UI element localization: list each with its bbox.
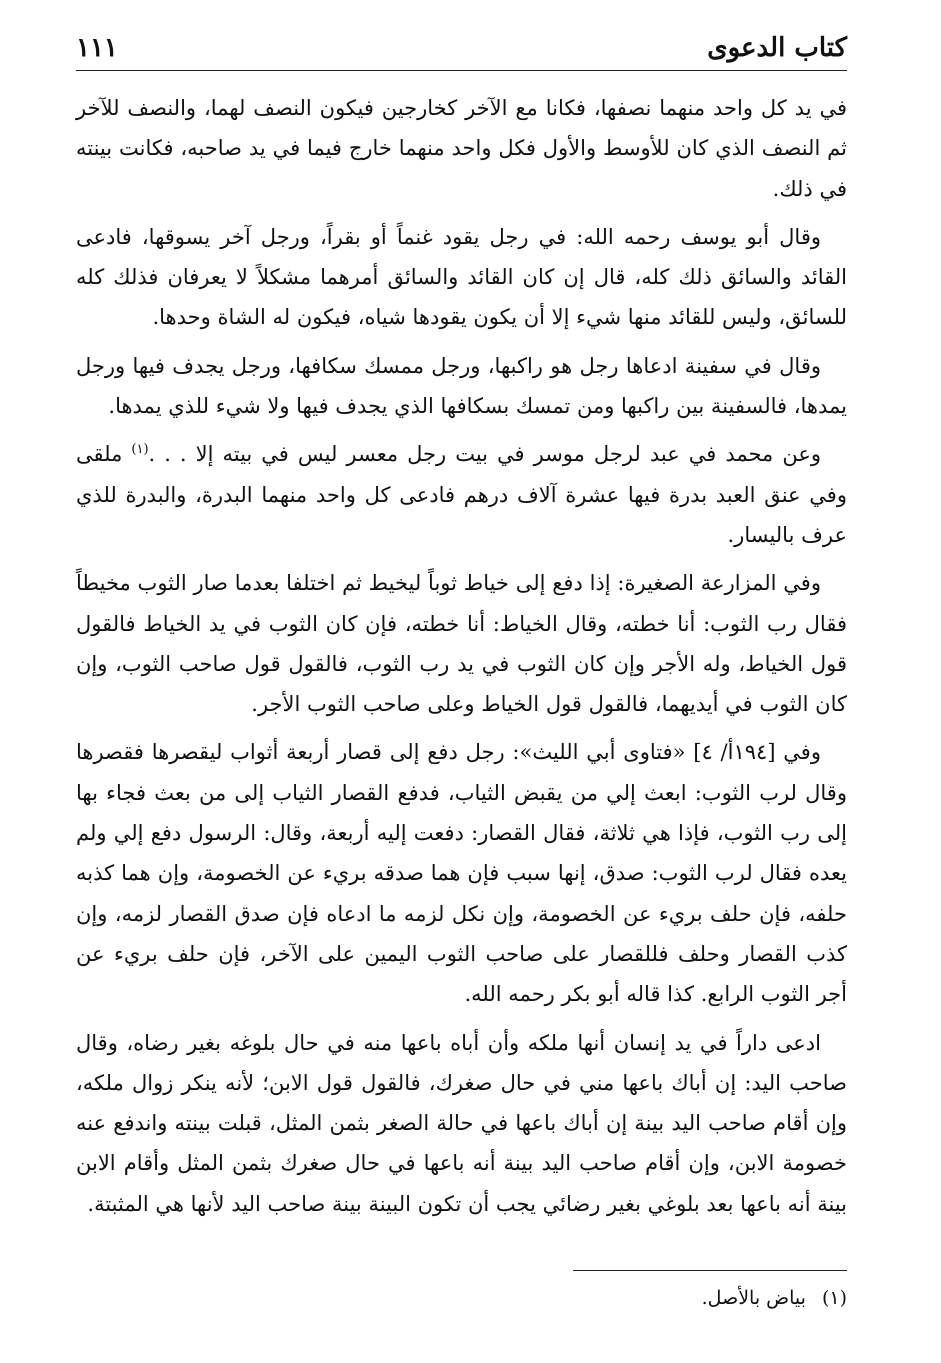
footnote-number: (١) (821, 1287, 847, 1309)
footnote-text: بياض بالأصل. (701, 1287, 806, 1309)
paragraph: وقال في سفينة ادعاها رجل هو راكبها، ورجل ممسك سكافها، ورجل يجدف فيها ورجل يمدها، فالسفينة بين راكبها ومن تمسك بسكافها الذي يجدف فيها ولا شيء للذي يمدها. (76, 353, 847, 419)
book-page (76, 30, 847, 1330)
running-title: كتاب الدعوى (707, 33, 847, 63)
paragraph-text: ملقى وفي عنق العبد بدرة فيها عشرة آلاف درهم فادعى كل واحد منهما البدرة، والبدرة للذي عرف باليسار. (76, 442, 847, 547)
footnote-rule (573, 1270, 847, 1271)
body-text (76, 88, 847, 1232)
page-header (76, 30, 847, 70)
paragraph: وفي المزارعة الصغيرة: إذا دفع إلى خياط ثوباً ليخيط ثم اختلفا بعدما صار الثوب مخيطاً فقال رب الثوب: أنا خطته، وقال الخياط: أنا خطته، فإن كان الثوب في يد الخياط فالقول قول الخياط، وله الأجر وإن كان الثوب في يد رب الثوب، فالقول قول صاحب الثوب، وإن كان الثوب في أيديهما، فالقول قول الخياط وعلى صاحب الثوب الأجر. (76, 571, 847, 717)
page-number: ١١١ (76, 33, 118, 63)
paragraph-text: وعن محمد في عبد لرجل موسر في بيت رجل معسر ليس في بيته إلا . . . (148, 442, 821, 467)
paragraph: وقال أبو يوسف رحمه الله: في رجل يقود غنماً أو بقراً، ورجل آخر يسوقها، فادعى القائد والسائق ذلك كله، قال إن كان القائد والسائق أمرهما مشكلاً لا يعرفان فذلك كله للسائق، وليس للقائد منها شيء إلا أن يكون يقودها شياه، فيكون له الشاة وحدها. (76, 224, 847, 330)
header-rule (76, 70, 847, 71)
paragraph (76, 434, 847, 555)
footnote-reference[interactable]: (١) (131, 442, 149, 458)
paragraph: في يد كل واحد منهما نصفها، فكانا مع الآخر كخارجين فيكون النصف لهما، والنصف للآخر ثم النصف الذي كان للأوسط والأول فكل واحد منهما خارج فيما في يد صاحبه، فكانت بينته في ذلك. (76, 96, 847, 201)
footnote (702, 1282, 847, 1314)
paragraph: وفي [١٩٤أ/ ٤] «فتاوى أبي الليث»: رجل دفع إلى قصار أربعة أثواب ليقصرها فقصرها وقال لرب الثوب: ابعث إلي من يقبض الثياب، فدفع القصار الثياب إلى من بعث فجاء بها إلى رب الثوب، فإذا هي ثلاثة، فقال القصار: دفعت إليه أربعة، وقال: الرسول دفع إلي ولم يعده فقال لرب الثوب: صدق، إنها سبب فإن هما صدقه بريء عن الخصومة، وإن هما كذبه حلفه، فإن حلف بريء عن الخصومة، وإن نكل لزمه ما ادعاه فإن صدق القصار لزمه، وإن كذب القصار وحلف فللقصار على صاحب الثوب اليمين على الآخر، فإن حلف بريء عن أجر الثوب الرابع. كذا قاله أبو بكر رحمه الله. (76, 740, 847, 1007)
paragraph: ادعى داراً في يد إنسان أنها ملكه وأن أباه باعها منه في حال بلوغه بغير رضاه، وقال صاحب اليد: إن أباك باعها مني في حال صغرك، فالقول قول الابن؛ لأنه ينكر زوال ملكه، وإن أقام صاحب اليد بينة إن أباك باعها في حالة الصغر بثمن المثل، قبلت بينته واندفع عنه خصومة الابن، وإن أقام صاحب اليد بينة أنه باعها في حال صغرك بثمن المثل وأقام الابن بينة أنه باعها بعد بلوغي بغير رضائي يجب أن تكون البينة بينة صاحب اليد لأنها هي المثبتة. (76, 1030, 847, 1216)
